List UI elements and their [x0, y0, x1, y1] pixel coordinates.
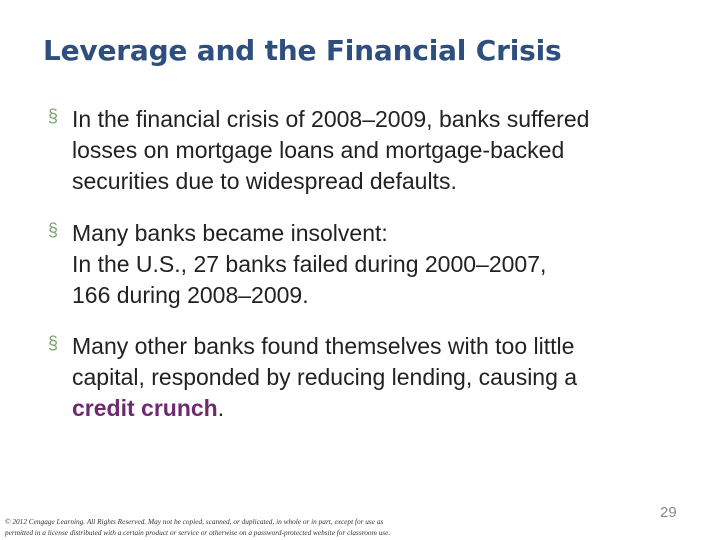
- bullet-text: [72, 218, 688, 311]
- bullet-line: securities due to widespread defaults.: [72, 168, 457, 194]
- sentence-end: .: [217, 395, 225, 421]
- bullet-line: [72, 393, 688, 424]
- copyright-notice: [5, 516, 485, 538]
- bullet-line: capital, responded by reducing lending, causing a: [72, 364, 578, 390]
- bullet-item: [48, 331, 688, 424]
- bullet-marker-icon: §: [48, 106, 59, 126]
- bullet-marker-icon: §: [48, 220, 59, 240]
- slide-title: Leverage and the Financial Crisis: [43, 34, 562, 67]
- bullet-line: 166 during 2008–2009.: [72, 282, 309, 308]
- bullet-line: Many banks became insolvent:: [72, 220, 388, 246]
- bullet-line: In the U.S., 27 banks failed during 2000–2007,: [72, 251, 547, 277]
- bullet-marker-icon: §: [48, 333, 59, 353]
- copyright-line: © 2012 Cengage Learning. All Rights Reserved. May not be copied, scanned, or duplicated, in whole or in part, except for use as: [5, 517, 384, 526]
- bullet-text: [72, 104, 688, 197]
- bullet-text: [72, 331, 688, 424]
- copyright-line: permitted in a license distributed with a certain product or service or otherwise on a password-protected website for classroom use.: [5, 528, 391, 537]
- bullet-line: losses on mortgage loans and mortgage-backed: [72, 137, 565, 163]
- bullet-line: Many other banks found themselves with too little: [72, 333, 575, 359]
- page-number: 29: [660, 504, 677, 521]
- bullet-item: [48, 218, 688, 311]
- bullet-line: In the financial crisis of 2008–2009, banks suffered: [72, 106, 590, 132]
- credit-crunch-term: credit crunch: [72, 395, 218, 421]
- bullet-item: [48, 104, 688, 197]
